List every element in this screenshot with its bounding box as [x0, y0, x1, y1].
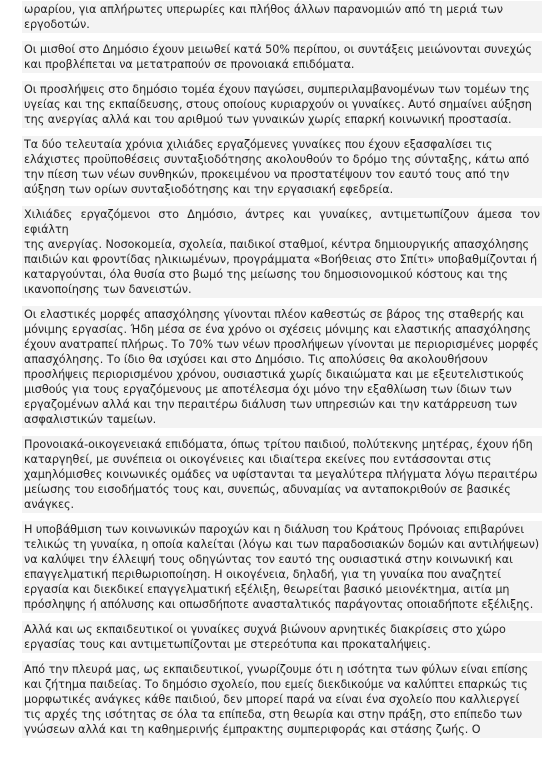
paragraph: Οι προσλήψεις στο δημόσιο τομέα έχουν παγώσει, συμπεριλαμβανομένων των τομέων της υγείας και της εκπαίδευσης, στους οποίους κυριαρχούν οι γυναίκες. Αυτό σημαίνει αύξηση της ανεργίας αλλά και του αριθμού των γυναικών χωρίς επαρκή κοινωνική προστασία. — [22, 81, 542, 128]
paragraph: Οι ελαστικές μορφές απασχόλησης γίνονται πλέον καθεστώς σε βάρος της σταθερής και μόνιμης εργασίας. Ήδη μέσα σε ένα χρόνο οι σχέσεις μόνιμης και ελαστικής απασχόλησης έχουν ανατραπεί πλήρως. Το 70% των νέων προσλήψεων γίνονται με περιορισμένες μορφές απασχόλησης. Το ίδιο θα ισχύσει και στο Δημόσιο. Τις απολύσεις θα ακολουθήσουν προσλήψεις περιορισμένου χρόνου, ουσιαστικά χωρίς δικαιώματα και με εξευτελιστικούς μισθούς για τους εργαζόμενους με αποτέλεσμα όχι μόνο την εξαθλίωση των ίδιων των εργαζομένων αλλά και την περαιτέρω διάλυση των υπηρεσιών και την κατάρρευση των ασφαλιστικών ταμείων. — [22, 306, 542, 428]
paragraph: Χιλιάδες εργαζόμενοι στο Δημόσιο, άντρες και γυναίκες, αντιμετωπίζουν άμεσα τον εφιάλτη της ανεργίας. Νοσοκομεία, σχολεία, παιδικοί σταθμοί, κέντρα δημιουργικής απασχόλησης παιδιών και φροντίδας ηλικιωμένων, προγράμματα «Βοήθειας στο Σπίτι» υποβαθμίζονται ή καταργούνται, όλα θυσία στο βωμό της μείωσης του δημοσιονομικού κόστους και της ικανοποίησης των δανειστών. — [24, 208, 540, 296]
paragraph: Αλλά και ως εκπαιδευτικοί οι γυναίκες συχνά βιώνουν αρνητικές διακρίσεις στο χώρο εργασίας τους και αντιμετωπίζονται με στερεότυπα και προκαταλήψεις. — [22, 621, 542, 653]
paragraph: Από την πλευρά μας, ως εκπαιδευτικοί, γνωρίζουμε ότι η ισότητα των φύλων είναι επίσης και ζήτημα παιδείας. Το δημόσιο σχολείο, που εμείς διεκδικούμε να καλύπτει επαρκώς τις μορφωτικές ανάγκες κάθε παιδιού, δεν μπορεί παρά να είναι ένα σχολείο που καλλιεργεί τις αρχές της ισότητας σε όλα τα επίπεδα, στη θεωρία και στην πράξη, στο επίπεδο των γνώσεων αλλά και τη καθημερινής έμπρακτης συμπεριφοράς και στάσης ζωής. Ο — [22, 661, 542, 738]
paragraph: Τα δύο τελευταία χρόνια χιλιάδες εργαζόμενες γυναίκες που έχουν εξασφαλίσει τις ελάχιστες προϋποθέσεις συνταξιοδότησης ακολουθούν το δρόμο της σύνταξης, κάτω από την πίεση των νέων συνθηκών, προκειμένου να προστατέψουν τον εαυτό τους από την αύξηση των ορίων συνταξιοδότησης και την εργασιακή εφεδρεία. — [22, 136, 542, 198]
paragraph: Οι μισθοί στο Δημόσιο έχουν μειωθεί κατά 50% περίπου, οι συντάξεις μειώνονται συνεχώς και προβλέπεται να μετατραπούν σε προνοιακά επιδόματα. — [22, 41, 542, 73]
document-body — [22, 1, 542, 738]
paragraph: Προνοιακά-οικογενειακά επιδόματα, όπως τρίτου παιδιού, πολύτεκνης μητέρας, έχουν ήδη καταργηθεί, με συνέπεια οι οικογένειες και ιδιαίτερα εκείνες που εντάσσονται στις χαμηλόμισθες κοινωνικές ομάδες να υφίστανται τα μεγαλύτερα πλήγματα λόγω περαιτέρω μείωσης του εισοδήματός τους και, συνεπώς, αδυναμίας να ανταποκριθούν σε βασικές ανάγκες. — [22, 436, 542, 513]
paragraph: ωραρίου, για απλήρωτες υπερωρίες και πλήθος άλλων παρανομιών από τη μεριά των εργοδοτών. — [22, 1, 542, 33]
paragraph: Η υποβάθμιση των κοινωνικών παροχών και η διάλυση του Κράτους Πρόνοιας επιβαρύνει τελικώς τη γυναίκα, η οποία καλείται (λόγω και των παραδοσιακών δομών και αντιλήψεων) να καλύψει την έλλειψή τους οδηγώντας τον εαυτό της ουσιαστικά στην κοινωνική και επαγγελματική περιθωριοποίηση. Η οικογένεια, δηλαδή, για τη γυναίκα που αναζητεί εργασία και διεκδικεί επαγγελματική εξέλιξη, θεωρείται βασικό μειονέκτημα, αιτία μη πρόσληψης ή απόλυσης και οπωσδήποτε ανασταλτικός παράγοντας οποιαδήποτε εξέλιξης. — [22, 521, 542, 613]
